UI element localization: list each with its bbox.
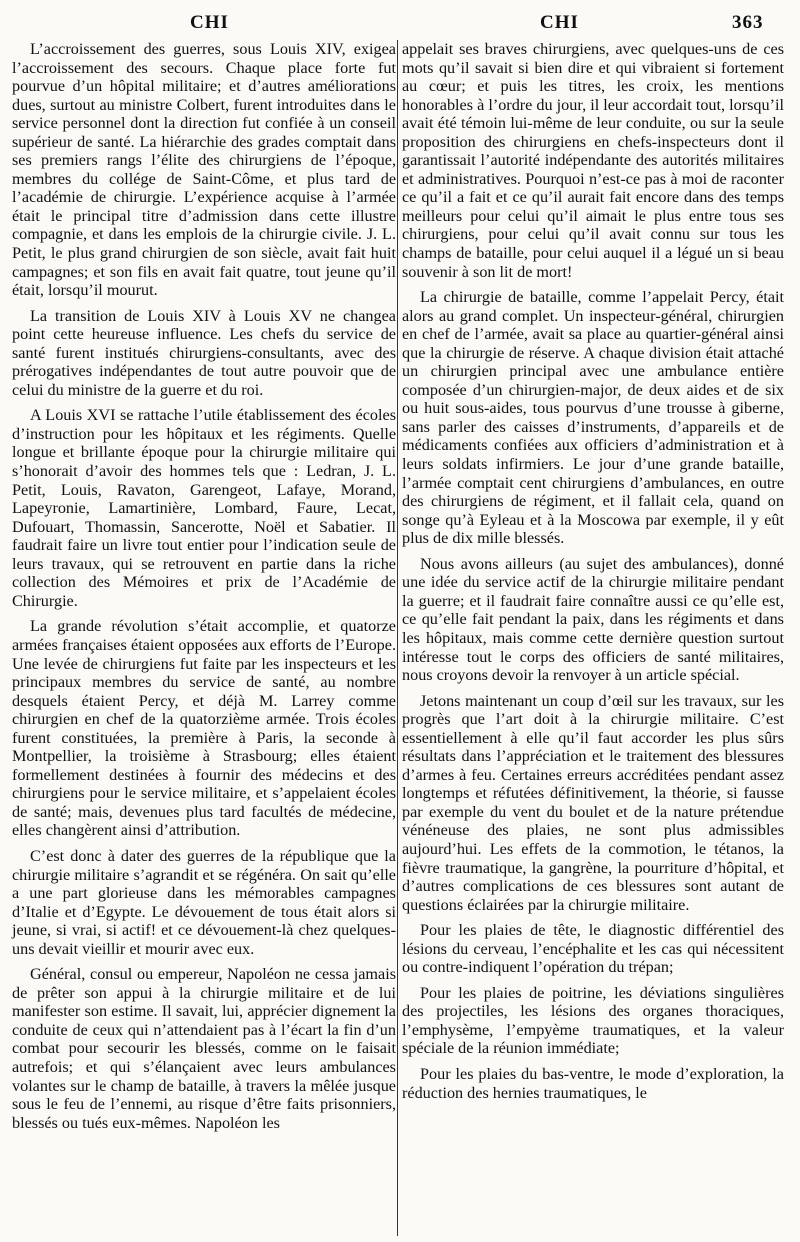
paragraph: Jetons maintenant un coup d’œil sur les travaux, sur les progrès que l’art doit à la chirurgie militaire. C’est essentiellement à elle qu’il faut accorder les plus sûrs résultats dans l’appréciation et le traitement des blessures d’armes à feu. Certaines erreurs accréditées pendant assez longtemps et réfutées définitivement, la théorie, si fausse par exemple du vent du boulet et de la nature prétendue vénéneuse des plaies, ne sont plus admissibles aujourd’hui. Les effets de la commotion, le tétanos, la fièvre traumatique, la gangrène, la pourriture d’hôpital, et d’autres complications de ces blessures sont autant de questions éclairées par la chirurgie militaire. <box>402 691 784 914</box>
running-header <box>0 6 800 38</box>
header-left-title: CHI <box>190 12 229 33</box>
header-right-title: CHI <box>540 12 579 33</box>
right-column <box>402 40 784 1109</box>
column-divider <box>397 40 398 1236</box>
paragraph: Pour les plaies du bas-ventre, le mode d’exploration, la réduction des hernies traumatiques, le <box>402 1064 784 1102</box>
paragraph: Nous avons ailleurs (au sujet des ambulances), donné une idée du service actif de la chirurgie militaire pendant la guerre; et il faudrait faire connaître aussi ce qu’elle est, ce qu’elle fait pendant la paix, dans les régiments et dans les hôpitaux, mais comme cette dernière question surtout intéresse tout le corps des officiers de santé militaires, nous croyons devoir la renvoyer à un article spécial. <box>402 554 784 685</box>
paragraph: Pour les plaies de tête, le diagnostic différentiel des lésions du cerveau, l’encéphalite et les cas qui nécessitent ou contre-indiquent l’opération du trépan; <box>402 921 784 977</box>
paragraph: La chirurgie de bataille, comme l’appelait Percy, était alors au grand complet. Un inspecteur-général, chirurgien en chef de l’armée, avait sa place au quartier-général ainsi que la chirurgie de réserve. A chaque division était attaché un chirurgien principal avec une ambulance entière composée d’un chirurgien-major, de deux aides et de six ou huit sous-aides, tous pourvus d’une trousse à giberne, sans parler des caisses d’instruments, d’appareils et de médicaments confiées aux officiers d’administration et à leurs soldats infirmiers. Le jour d’une grande bataille, l’armée comptait cent chirurgiens d’ambulances, en outre des chirurgiens de régiment, et il fallait cela, quand on songe qu’à Eyleau et à la Moscowa par exemple, il y eût plus de dix mille blessés. <box>402 288 784 548</box>
paragraph: L’accroissement des guerres, sous Louis XIV, exigea l’accroissement des secours. Chaque place forte fut pourvue d’un hôpital militaire; et d’autres améliorations dues, surtout au ministre Colbert, furent introduites dans le service personnel dont la direction fut confiée à un conseil supérieur de santé. La hiérarchie des grades comptait dans ses premiers rangs l’élite des chirurgiens de l’époque, membres du collége de Saint-Côme, et plus tard de l’académie de chirurgie. L’expérience acquise à l’armée était le principal titre d’admission dans cette illustre compagnie, et dans les emplois de la chirurgie civile. J. L. Petit, le plus grand chirurgien de son siècle, avait fait huit campagnes; et son fils en avait fait quatre, tout jeune qu’il était, lorsqu’il mourut. <box>12 40 396 300</box>
paragraph: La transition de Louis XIV à Louis XV ne changea point cette heureuse influence. Les chefs du service de santé furent institués chirurgiens-consultants, avec des prérogatives indépendantes de tout autre pouvoir que de celui du ministre de la guerre et du roi. <box>12 306 396 399</box>
left-column <box>12 40 396 1139</box>
paragraph: appelait ses braves chirurgiens, avec quelques-uns de ces mots qu’il savait si bien dire et qui vibraient si fortement au cœur; et puis les titres, les croix, les mentions honorables à l’ordre du jour, il leur accordait tout, lorsqu’il avait été témoin lui-même de leur conduite, ou sur la seule proposition des chirurgiens en chefs-inspecteurs dont il garantissait l’autorité indépendante des autorités militaires et administratives. Pourquoi n’est-ce pas à moi de raconter ce qu’il a fait et ce qu’il aurait fait encore dans des temps meilleurs pour celui qu’il aimait le plus entre tous ses chirurgiens, pour celui qu’il avait connu sur tous les champs de bataille, pour celui auquel il a légué un si beau souvenir à son lit de mort! <box>402 40 784 281</box>
paragraph: La grande révolution s’était accomplie, et quatorze armées françaises étaient opposées aux efforts de l’Europe. Une levée de chirurgiens fut faite par les inspecteurs et les principaux membres du service de santé, au nombre desquels étaient Percy, et déjà M. Larrey comme chirurgien en chef de la quatorzième armée. Trois écoles furent constituées, la première à Paris, la seconde à Montpellier, la troisième à Strasbourg; elles étaient formellement destinées à fournir des médecins et des chirurgiens pour le service militaire, et s’appelaient écoles de santé; mais, devenues plus tard facultés de médecine, elles changèrent ainsi d’attribution. <box>12 617 396 840</box>
paragraph: A Louis XVI se rattache l’utile établissement des écoles d’instruction pour les hôpitaux et les régiments. Quelle longue et brillante époque pour la chirurgie militaire qui s’honorait d’avoir des hommes tels que : Ledran, J. L. Petit, Louis, Ravaton, Garengeot, Lafaye, Morand, Lapeyronie, Lamartinière, Lombard, Faure, Lecat, Dufouart, Thomassin, Sancerotte, Noël et Sabatier. Il faudrait faire un livre tout entier pour l’indication seule de leurs travaux, qui se retrouvent en partie dans la riche collection des Mémoires et prix de l’Académie de Chirurgie. <box>12 406 396 610</box>
paragraph: Pour les plaies de poitrine, les déviations singulières des projectiles, les lésions des organes thoraciques, l’emphysème, l’empyème traumatiques, et la valeur spéciale de la réunion immédiate; <box>402 983 784 1058</box>
paragraph: Général, consul ou empereur, Napoléon ne cessa jamais de prêter son appui à la chirurgie militaire et de lui manifester son estime. Il savait, lui, apprécier dignement la conduite de ceux qui n’attendaient pas à l’écart la fin d’un combat pour secourir les blessés, comme on le faisait autrefois; et qui s’élançaient avec leurs ambulances volantes sur le champ de bataille, à travers la mêlée jusque sous le feu de l’ennemi, au risque d’être faits prisonniers, blessés ou tués eux-mêmes. Napoléon les <box>12 965 396 1132</box>
paragraph: C’est donc à dater des guerres de la république que la chirurgie militaire s’agrandit et se régénéra. On sait qu’elle a une part glorieuse dans les mémorables campagnes d’Italie et d’Egypte. Le dévouement de tous était alors si jeune, si vrai, si actif! et ce dévouement-là chez quelques-uns devait vieillir et mourir avec eux. <box>12 846 396 958</box>
page-number: 363 <box>732 12 764 33</box>
